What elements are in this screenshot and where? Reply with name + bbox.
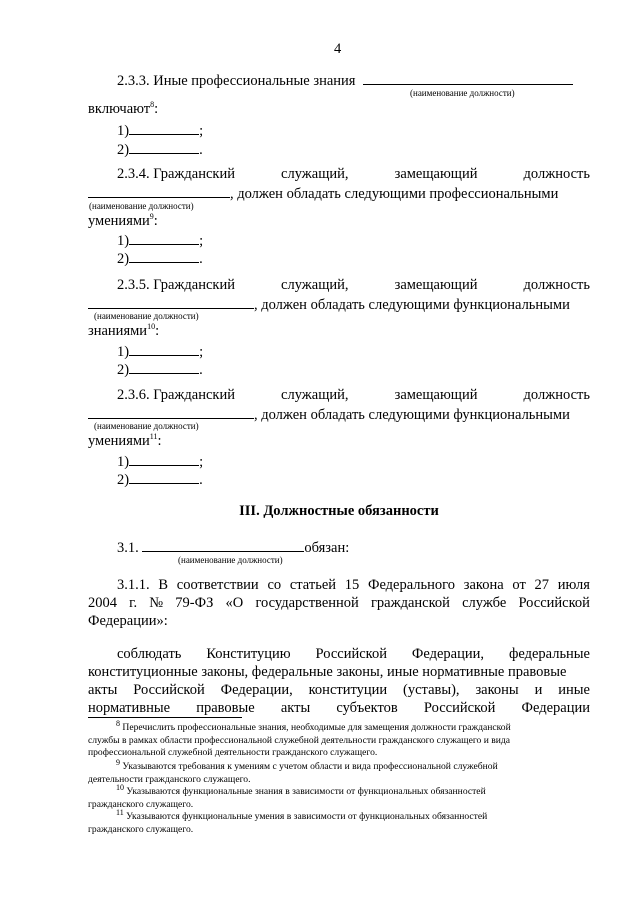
s233-blank[interactable] <box>363 70 573 85</box>
footnote-ref-8[interactable]: 8 <box>150 100 155 110</box>
s233-caption: (наименование должности) <box>410 88 515 98</box>
s31-line: 3.1. обязан: <box>117 537 349 557</box>
p-line-4: нормативные правовые акты субъектов Российской Федерации <box>88 700 590 716</box>
s235-caption: (наименование должности) <box>94 311 199 321</box>
p311-line-2: 2004 г. № 79-ФЗ «О государственной гражданской службе Российской <box>88 595 590 611</box>
s236-item-2: 2) . <box>117 469 203 489</box>
s234-caption: (наименование должности) <box>89 201 194 211</box>
s234-line-1: 2.3.4. Гражданский служащий, замещающий должность <box>117 166 590 182</box>
footnote-ref-9[interactable]: 9 <box>149 212 154 222</box>
s236-item-1-blank[interactable] <box>129 451 199 466</box>
page-number: 4 <box>334 41 342 57</box>
s234-tail: умениями$^9$: <box>88 212 158 229</box>
p-line-3: акты Российской Федерации, конституции (уставы), законы и иные <box>88 682 590 698</box>
s235-item-1-blank[interactable] <box>129 341 199 356</box>
s233-item-2: 2) . <box>117 139 203 159</box>
s236-item-1: 1) ; <box>117 451 203 471</box>
footnote-11: $^{11}$ Указываются функциональные умения в зависимости от функциональных обязанностей гражданского служащего. <box>88 807 488 835</box>
s235-line-1: 2.3.5. Гражданский служащий, замещающий должность <box>117 277 590 293</box>
s236-blank[interactable] <box>88 404 254 419</box>
section-3-heading: III. Должностные обязанности <box>239 503 439 519</box>
footnote-8: $^8$ Перечислить профессиональные знания, необходимые для замещения должности гражданской службы в рамках области профессиональной служебной деятельности гражданского служащего и вида профессиональной служебной деятельности гражданского служащего. <box>88 718 511 758</box>
s236-line-2: , должен обладать следующими функциональными <box>88 404 570 424</box>
p311-line-1: 3.1.1. В соответствии со статьей 15 Федерального закона от 27 июля <box>117 577 590 593</box>
s31-caption: (наименование должности) <box>178 555 283 565</box>
footnote-9: $^9$ Указываются требования к умениям с учетом области и вида профессиональной служебной деятельности гражданского служащего. <box>88 757 498 785</box>
footnote-10: $^{10}$ Указываются функциональные знания в зависимости от функциональных обязанностей гражданского служащего. <box>88 782 486 810</box>
s233-include: включают$^8$: <box>88 100 159 117</box>
s236-item-2-blank[interactable] <box>129 469 199 484</box>
footnote-separator <box>88 717 242 718</box>
p-line-2: конституционные законы, федеральные законы, иные нормативные правовые <box>88 664 567 680</box>
s234-item-1: 1) ; <box>117 230 203 250</box>
s234-item-1-blank[interactable] <box>129 230 199 245</box>
s233-item-1: 1) ; <box>117 120 203 140</box>
s233-item-1-blank[interactable] <box>129 120 199 135</box>
s235-item-2-blank[interactable] <box>129 359 199 374</box>
s236-line-1: 2.3.6. Гражданский служащий, замещающий должность <box>117 387 590 403</box>
s234-item-2-blank[interactable] <box>129 248 199 263</box>
s234-item-2: 2) . <box>117 248 203 268</box>
s236-tail: умениями$^{11}$: <box>88 432 162 449</box>
p-line-1: соблюдать Конституцию Российской Федерации, федеральные <box>117 646 590 662</box>
s233-label: 2.3.3. Иные профессиональные знания <box>117 70 573 90</box>
s236-caption: (наименование должности) <box>94 421 199 431</box>
s234-line-2: , должен обладать следующими профессиональными <box>88 183 558 203</box>
s234-blank[interactable] <box>88 183 230 198</box>
s235-tail: знаниями$^{10}$: <box>88 322 160 339</box>
s235-blank[interactable] <box>88 294 254 309</box>
p311-line-3: Федерации»: <box>88 613 168 629</box>
s235-line-2: , должен обладать следующими функциональными <box>88 294 570 314</box>
s31-blank[interactable] <box>142 537 304 552</box>
footnote-ref-10[interactable]: 10 <box>147 322 156 332</box>
s235-item-1: 1) ; <box>117 341 203 361</box>
footnote-ref-11[interactable]: 11 <box>149 432 158 442</box>
s233-item-2-blank[interactable] <box>129 139 199 154</box>
s235-item-2: 2) . <box>117 359 203 379</box>
